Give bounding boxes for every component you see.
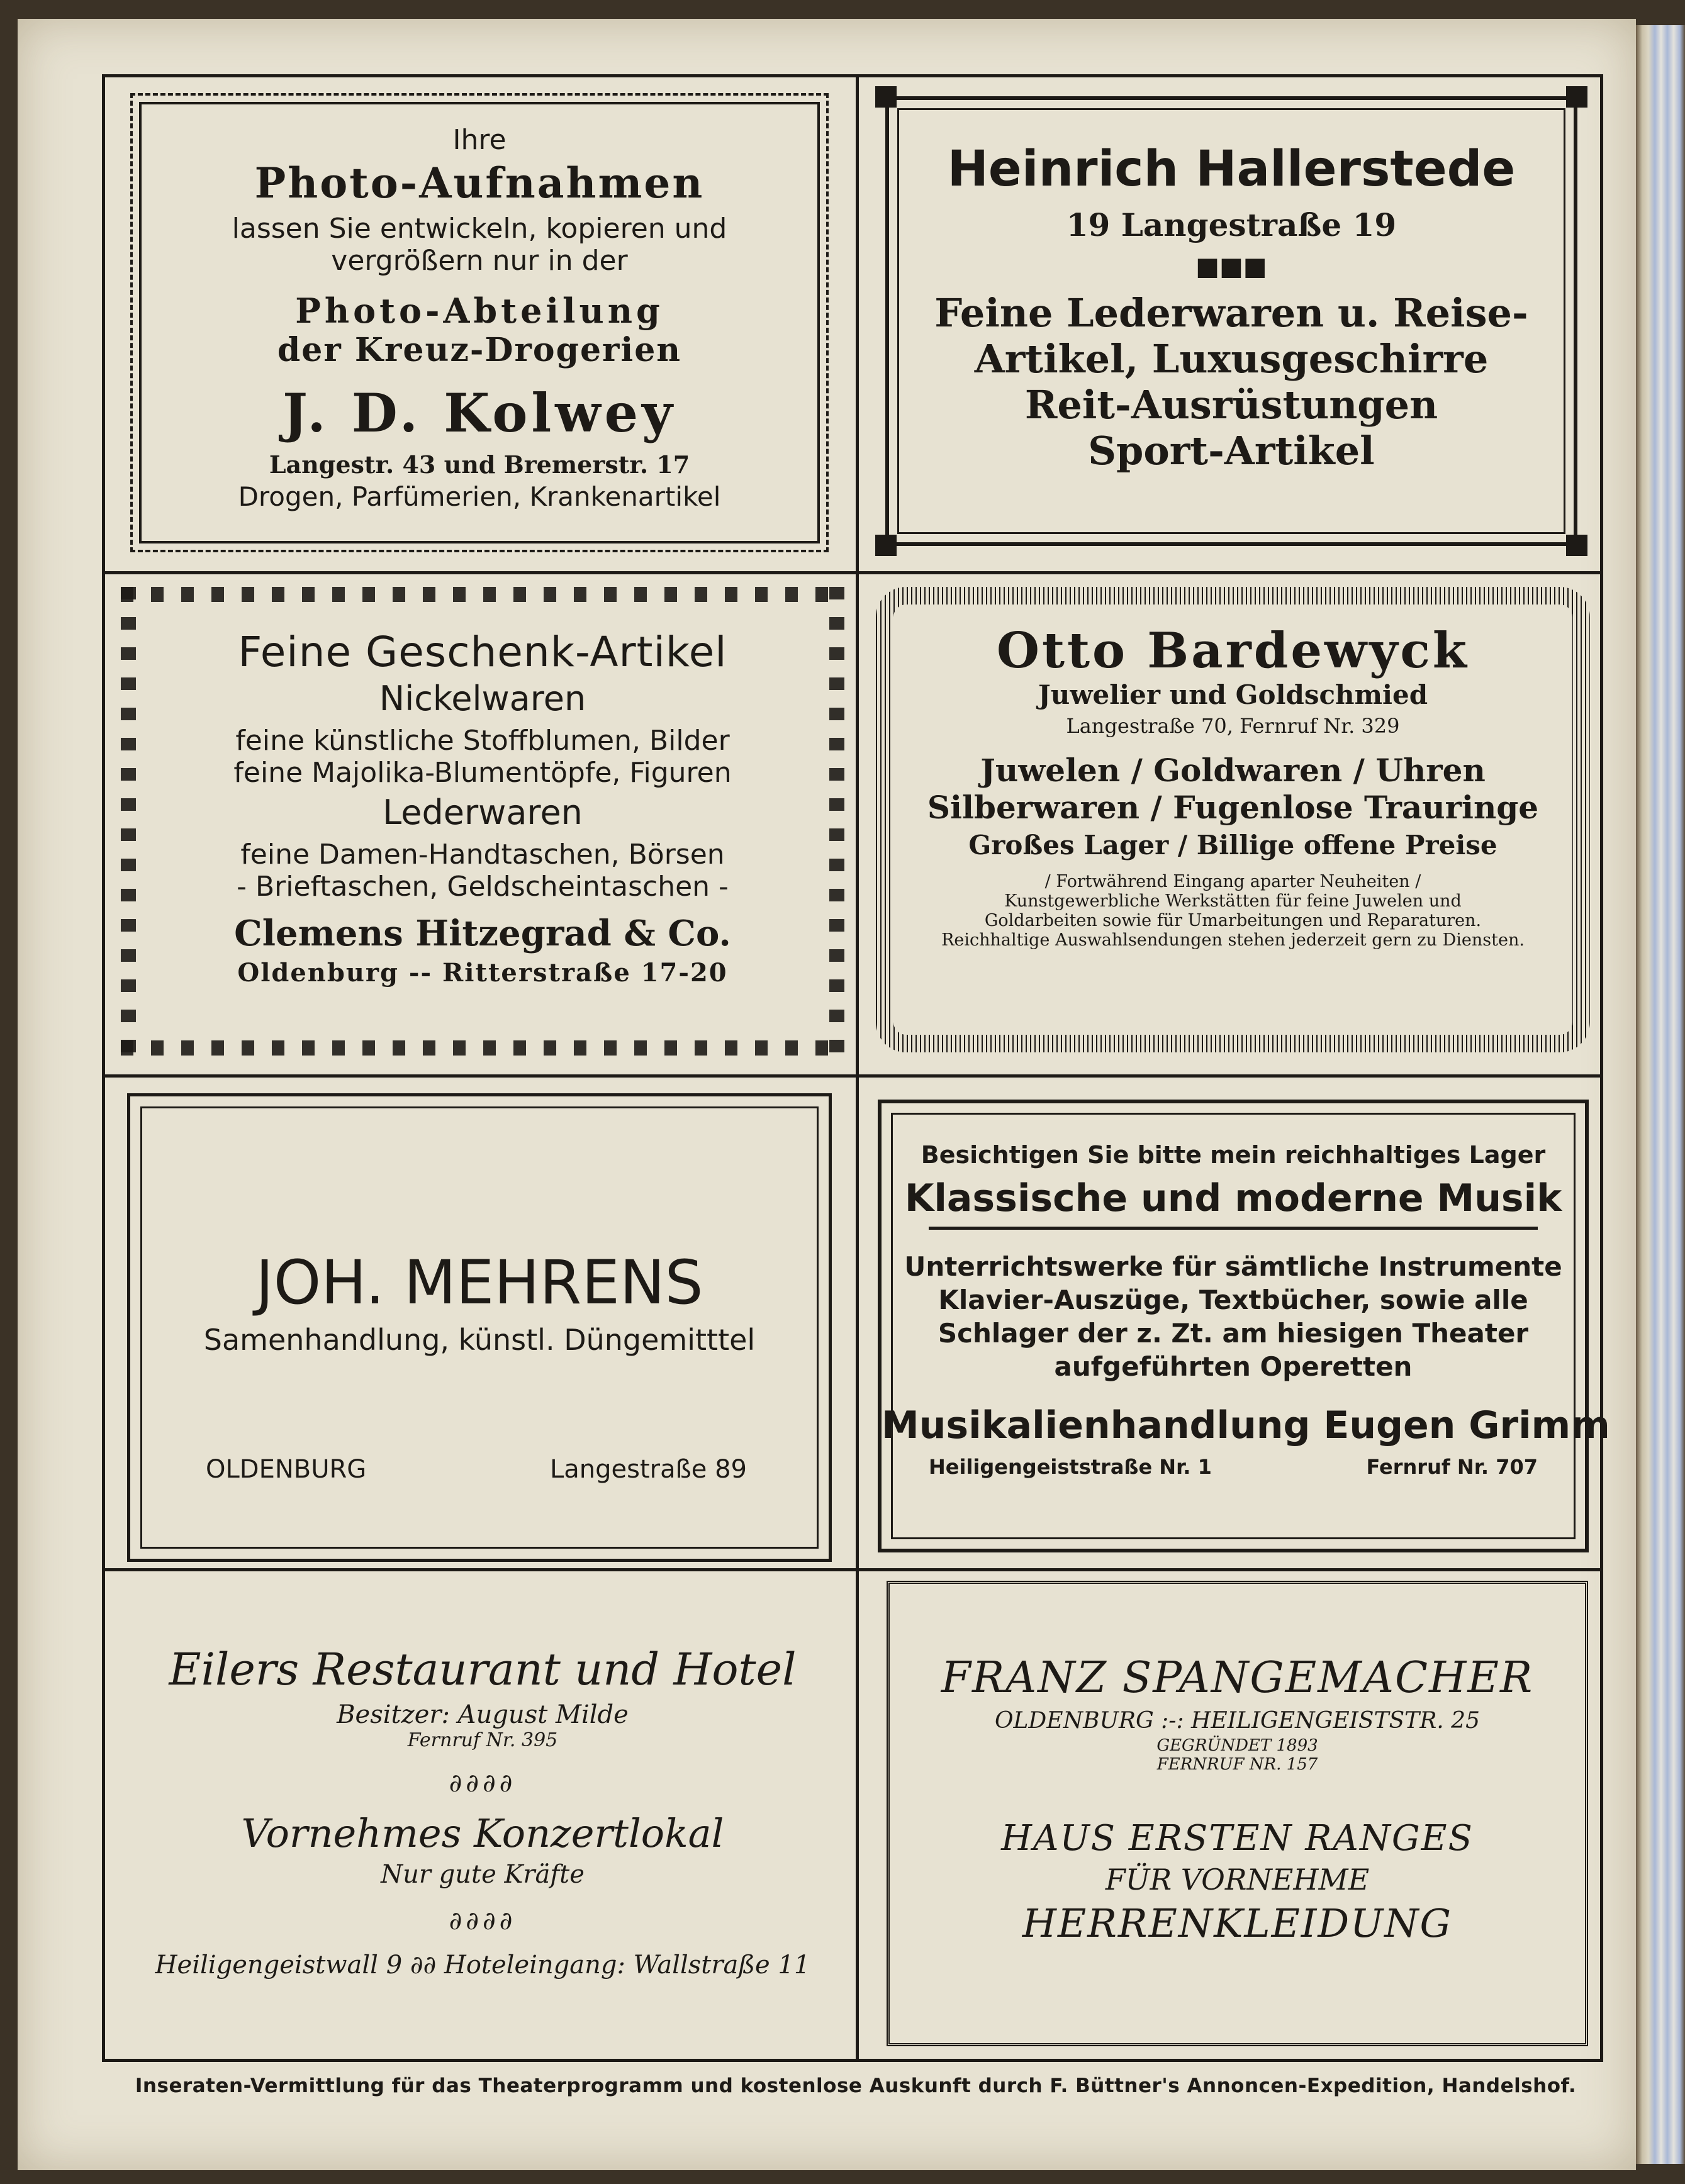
ad-bardewyck-title: Juwelier und Goldschmied [1038, 679, 1428, 710]
ad-hallerstede-line2: Artikel, Luxusgeschirre [974, 336, 1489, 382]
ad-kolwey-text1: lassen Sie entwickeln, kopieren und [232, 213, 727, 245]
ad-hallerstede [885, 96, 1577, 546]
ad-grimm-intro: Besichtigen Sie bitte mein reichhaltiges Lager [921, 1141, 1546, 1169]
advertisement-grid [102, 74, 1610, 2062]
ad-kolwey [130, 93, 829, 552]
ad-mehrens [127, 1093, 832, 1562]
ad-hitzegrad-line6: feine Damen-Handtaschen, Börsen [240, 838, 725, 871]
ad-kolwey-text2: vergrößern nur in der [331, 245, 628, 277]
ad-grimm-headline: Klassische und moderne Musik [904, 1176, 1562, 1220]
ad-hitzegrad-address: Oldenburg -- Ritterstraße 17-20 [237, 958, 728, 988]
ad-eilers-line2: Nur gute Kräfte [381, 1860, 585, 1889]
ad-bardewyck-small1: / Fortwährend Eingang aparter Neuheiten / [1044, 872, 1421, 891]
ad-grimm-line2: Klavier-Auszüge, Textbücher, sowie alle [938, 1284, 1528, 1315]
corner-ornament [1566, 535, 1587, 556]
column-divider [856, 77, 859, 2059]
ad-kolwey-goods: Drogen, Parfümerien, Krankenartikel [238, 481, 721, 512]
ad-kolwey-intro: Ihre [452, 124, 507, 156]
ad-mehrens-subtitle: Samenhandlung, künstl. Düngemitttel [203, 1323, 756, 1357]
ad-hitzegrad-line7: - Brieftaschen, Geldscheintaschen - [237, 871, 729, 903]
ad-eilers-ornament: ∂∂∂∂ [449, 1769, 517, 1798]
row-divider [105, 1074, 1600, 1078]
ad-kolwey-headline: Photo-Aufnahmen [254, 159, 705, 208]
ad-hitzegrad-line5: Lederwaren [383, 793, 583, 832]
ad-spangemacher [887, 1581, 1588, 2046]
ad-kolwey-address: Langestr. 43 und Bremerstr. 17 [269, 450, 690, 479]
ad-mehrens-address: Langestraße 89 [549, 1455, 747, 1484]
ad-spangemacher-line3: HERRENKLEIDUNG [1022, 1900, 1453, 1946]
ad-eilers-phone: Fernruf Nr. 395 [407, 1729, 558, 1751]
ad-eilers-name: Eilers Restaurant und Hotel [169, 1644, 797, 1695]
ad-hitzegrad-name: Clemens Hitzegrad & Co. [234, 913, 731, 954]
ad-bardewyck-small4: Reichhaltige Auswahlsendungen stehen jederzeit gern zu Diensten. [941, 930, 1525, 950]
ad-spangemacher-line1: HAUS ERSTEN RANGES [1001, 1818, 1474, 1859]
ad-spangemacher-address: OLDENBURG :-: HEILIGENGEISTSTR. 25 [995, 1708, 1480, 1734]
ad-spangemacher-name: FRANZ SPANGEMACHER [941, 1653, 1534, 1703]
ad-kolwey-name: J. D. Kolwey [283, 382, 676, 444]
corner-ornament [1566, 86, 1587, 108]
ad-mehrens-name: JOH. MEHRENS [255, 1247, 703, 1318]
ad-hallerstede-line4: Sport-Artikel [1088, 428, 1375, 474]
ad-grimm-line1: Unterrichtswerke für sämtliche Instrumente [904, 1251, 1562, 1282]
ad-hitzegrad-line1: Feine Geschenk-Artikel [238, 628, 727, 676]
ad-hallerstede-line1: Feine Lederwaren u. Reise- [934, 290, 1528, 336]
ad-hitzegrad [121, 587, 844, 1056]
ad-bardewyck-line3: Großes Lager / Billige offene Preise [968, 830, 1497, 861]
ad-hallerstede-address: 19 Langestraße 19 [1066, 206, 1397, 243]
ad-spangemacher-phone: FERNRUF NR. 157 [1156, 1755, 1318, 1774]
ad-hallerstede-line3: Reit-Ausrüstungen [1024, 382, 1438, 428]
corner-ornament [875, 535, 897, 556]
ad-eilers [124, 1587, 841, 2053]
ad-spangemacher-founded: GEGRÜNDET 1893 [1156, 1736, 1318, 1755]
ad-bardewyck [876, 587, 1590, 1052]
ad-bardewyck-address: Langestraße 70, Fernruf Nr. 329 [1066, 714, 1400, 738]
ad-bardewyck-small3: Goldarbeiten sowie für Umarbeitungen und Reparaturen. [984, 911, 1482, 930]
ad-eilers-address: Heiligengeistwall 9 ∂∂ Hoteleingang: Wallstraße 11 [155, 1951, 810, 1980]
corner-ornament [875, 86, 897, 108]
ad-mehrens-city: OLDENBURG [206, 1455, 367, 1484]
ad-eilers-ornament: ∂∂∂∂ [449, 1907, 517, 1936]
ad-hallerstede-name: Heinrich Hallerstede [947, 141, 1516, 198]
ad-grimm-address: Heiligengeiststraße Nr. 1 [929, 1455, 1212, 1479]
row-divider [105, 1568, 1600, 1571]
ad-bardewyck-name: Otto Bardewyck [997, 622, 1469, 679]
row-divider [105, 571, 1600, 574]
ad-kolwey-dept2: der Kreuz-Drogerien [277, 331, 682, 369]
ad-grimm-name: Musikalienhandlung Eugen Grimm [882, 1403, 1610, 1447]
ad-hitzegrad-line2: Nickelwaren [379, 679, 586, 718]
ad-grimm-line3: Schlager der z. Zt. am hiesigen Theater [938, 1318, 1529, 1349]
ad-kolwey-dept1: Photo-Abteilung [295, 291, 664, 331]
ad-eilers-line1: Vornehmes Konzertlokal [241, 1810, 724, 1856]
square-border [121, 1040, 844, 1056]
ad-hitzegrad-line4: feine Majolika-Blumentöpfe, Figuren [233, 757, 732, 789]
square-border [121, 587, 136, 1056]
ad-grimm-contact-row [882, 1455, 1585, 1486]
ad-eilers-owner: Besitzer: August Milde [337, 1700, 629, 1729]
ad-bardewyck-line2: Silberwaren / Fugenlose Trauringe [927, 789, 1539, 826]
ad-spangemacher-line2: FÜR VORNEHME [1105, 1863, 1370, 1897]
ad-bardewyck-line1: Juwelen / Goldwaren / Uhren [980, 752, 1486, 789]
ad-grimm [878, 1100, 1610, 1552]
square-border [121, 587, 844, 602]
ad-grimm-rule [929, 1227, 1538, 1230]
ad-grimm-line4: aufgeführten Operetten [1054, 1351, 1413, 1382]
ad-grimm-phone: Fernruf Nr. 707 [1366, 1455, 1538, 1479]
ad-bardewyck-small2: Kunstgewerbliche Werkstätten für feine Juwelen und [1004, 891, 1462, 911]
ad-hitzegrad-line3: feine künstliche Stoffblumen, Bilder [235, 725, 730, 757]
page-footer: Inseraten-Vermittlung für das Theaterprogramm und kostenlose Auskunft durch F. Büttner's Annoncen-Expedition, Handelshof. [135, 2075, 1577, 2097]
square-border [829, 587, 844, 1056]
ad-hallerstede-divider: ■■■ [1195, 252, 1267, 281]
binding-gutter [1636, 25, 1685, 2164]
